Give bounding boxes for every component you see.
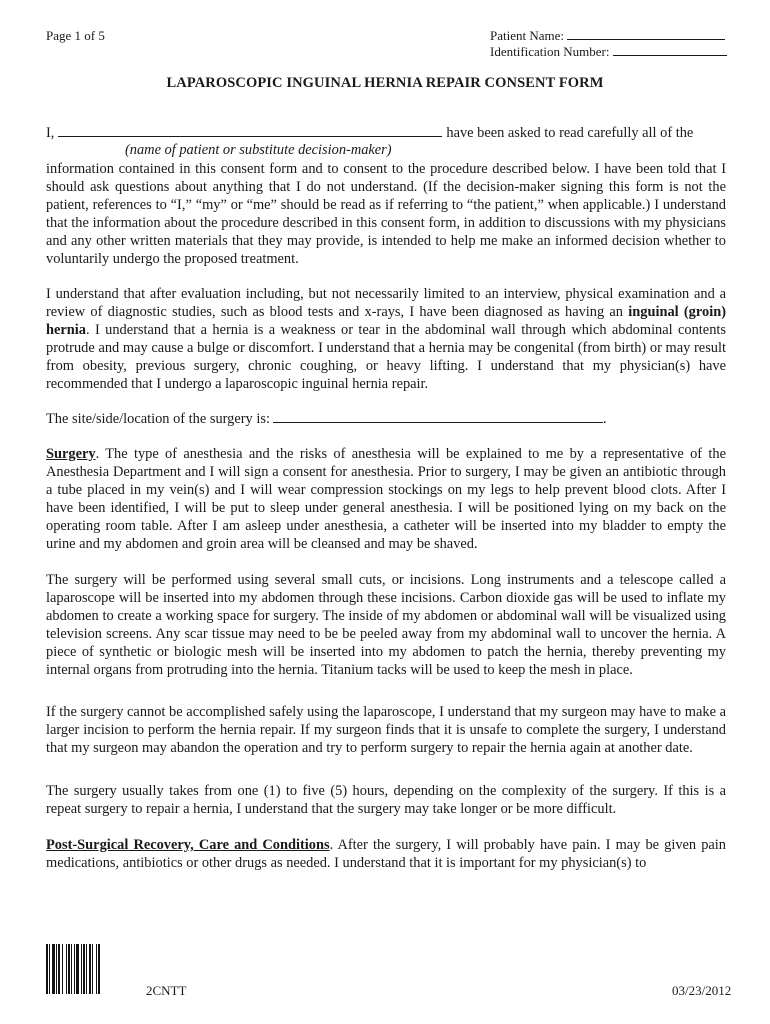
diagnosis-bold: inguinal (groin) hernia [46, 304, 726, 338]
barcode [46, 944, 136, 994]
post-surgical-paragraph [46, 836, 726, 872]
patient-name-label: Patient Name: [490, 28, 565, 43]
diagnosis-text-1: I understand that after evaluation including, but not necessarily limited to an interview, physical examination and a review of diagnostic studies, such as blood tests and x-rays, I have been diagnosed as having an [46, 286, 726, 320]
patient-name-blank[interactable] [567, 28, 725, 40]
patient-name-field[interactable] [490, 28, 725, 44]
identification-number-label: Identification Number: [490, 44, 610, 59]
surgery-paragraph-1 [46, 445, 726, 553]
site-label: The site/side/location of the surgery is: [46, 411, 270, 427]
intro-prefix: I, [46, 125, 55, 141]
barcode-stripe [100, 944, 101, 994]
site-end: . [602, 411, 607, 427]
identification-number-blank[interactable] [613, 44, 727, 56]
post-surgical-heading: Post-Surgical Recovery, Care and Conditions [46, 837, 330, 853]
surgery-site-blank[interactable] [273, 410, 603, 423]
form-title: LAPAROSCOPIC INGUINAL HERNIA REPAIR CONSENT FORM [166, 75, 604, 91]
page-number: Page 1 of 5 [46, 28, 105, 43]
form-code: 2CNTT [146, 983, 187, 998]
name-note: (name of patient or substitute decision-maker) [125, 142, 392, 158]
identification-number-field[interactable] [490, 44, 727, 60]
surgery-paragraph-2: The surgery will be performed using several small cuts, or incisions. Long instruments and a telescope called a laparoscope will be inserted into my abdomen through these incisions. Carbon dioxide gas will be used to inflate my abdomen to create a working space for surgery. The inside of my abdomen or abdominal wall will be visualized using television screens. Any scar tissue may need to be be peeled away from my abdominal wall to uncover the hernia. A piece of synthetic or biologic mesh will be inserted into my abdomen to patch the hernia, thereby preventing my internal organs from protruding into the hernia. Titanium tacks will be used to keep the mesh in place. [46, 572, 726, 678]
surgery-paragraph-4: The surgery usually takes from one (1) to five (5) hours, depending on the complexity of the surgery. If this is a repeat surgery to repair a hernia, I understand that the surgery may take longer or be more difficult. [46, 783, 726, 817]
intro-name-line [46, 124, 693, 142]
surgery-text-1: . The type of anesthesia and the risks of anesthesia will be explained to me by a representative of the Anesthesia Department and I will sign a consent for anesthesia. Prior to surgery, I may be given an antibiotic through a tube placed in my vein(s) and I will wear compression stockings on my legs to help prevent blood clots. After I have been identified, I will be put to sleep under general anesthesia. I will be positioned lying on my back on the operating room table. After I am asleep under anesthesia, a catheter will be inserted into my bladder to empty the urine and my abdomen and groin area will be cleansed and may be shaved. [46, 446, 726, 552]
diagnosis-text-2: . I understand that a hernia is a weakness or tear in the abdominal wall through which abdominal contents protrude and may cause a bulge or discomfort. I understand that a hernia may be congenital (from birth) or may result from obesity, previous surgery, chronic coughing, or heavy lifting. I understand that my physician(s) have recommended that I undergo a laparoscopic inguinal hernia repair. [46, 322, 726, 392]
surgery-paragraph-3: If the surgery cannot be accomplished safely using the laparoscope, I understand that my surgeon may have to make a larger incision to perform the hernia repair. If my surgeon finds that it is unsafe to complete the surgery, I understand that my surgeon may abandon the operation and try to perform surgery to repair the hernia again at another date. [46, 704, 726, 756]
form-date: 03/23/2012 [672, 983, 732, 998]
surgery-site-line [46, 410, 607, 428]
surgery-heading: Surgery [46, 446, 96, 462]
patient-name-blank-intro[interactable] [58, 124, 442, 137]
diagnosis-paragraph [46, 285, 726, 393]
intro-paragraph: information contained in this consent form and to consent to the procedure described below. I have been told that I should ask questions about anything that I do not understand. (If the decision-maker signing this form is not the patient, references to “I,” “my” or “me” should be read as if referring to “the patient,” when applicable.) I understand that the information about the procedure described in this consent form, in addition to discussions with my physicians and any other written materials that they may provide, is intended to help me make an informed decision whether to voluntarily undergo the proposed treatment. [46, 161, 726, 267]
post-surgical-text: . After the surgery, I will probably have pain. I may be given pain medications, antibiotics or other drugs as needed. I understand that it is important for my physician(s) to [46, 837, 726, 871]
intro-suffix: have been asked to read carefully all of the [446, 125, 694, 141]
